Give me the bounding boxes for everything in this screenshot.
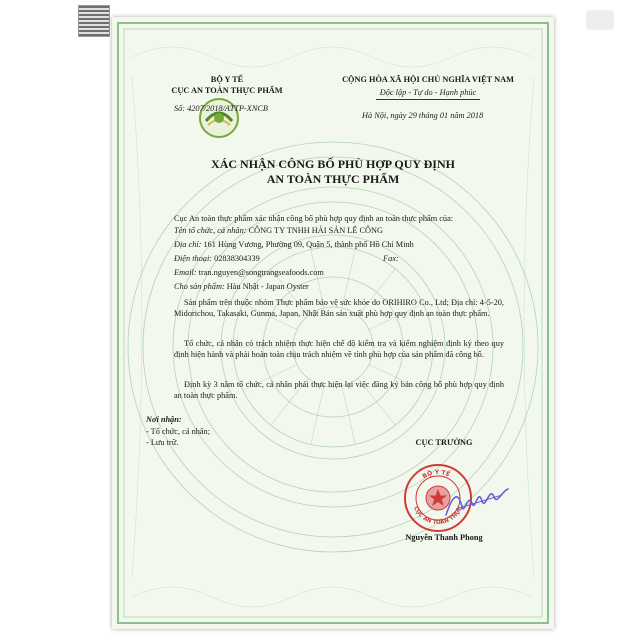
email-label: Email:	[174, 268, 197, 277]
address-label: Địa chỉ:	[174, 240, 202, 249]
product-label: Cho sản phẩm:	[174, 282, 225, 291]
issue-date: Hà Nội, ngày 29 tháng 01 năm 2018	[362, 111, 484, 120]
phone-value: 02838304339	[214, 254, 260, 263]
paragraph-renewal: Định kỳ 3 năm tổ chức, cá nhân phải thực hiện lại việc đăng ký bản công bố phù hợp quy định an toàn thực phẩm.	[174, 380, 504, 400]
qr-code-icon	[78, 5, 110, 37]
address-row	[174, 239, 414, 250]
corner-tab	[586, 10, 614, 30]
stamp-top-text: BỘ Y TẾ	[421, 468, 452, 481]
fax-label: Fax:	[383, 254, 399, 263]
org-value: CÔNG TY TNHH HẢI SẢN LÊ CÔNG	[248, 226, 384, 235]
recipients-label: Nơi nhận:	[146, 415, 182, 424]
org-row	[174, 225, 383, 236]
country-name: CỘNG HÒA XÃ HỘI CHỦ NGHĨA VIỆT NAM	[342, 75, 514, 84]
phone-row	[174, 253, 260, 264]
document-title-line1: XÁC NHẬN CÔNG BỐ PHÙ HỢP QUY ĐỊNH	[211, 157, 455, 171]
paragraph-product-group: Sản phẩm trên thuộc nhóm Thực phẩm bảo vệ sức khỏe do ORIHIRO Co., Ltd; Địa chỉ: 4-5-20, Midorichou, Takasaki, Gunma, Japan, Nhật Bản sản xuất phù hợp quy định an toàn thực phẩm.	[174, 298, 504, 318]
national-motto: Độc lập - Tự do - Hạnh phúc	[379, 88, 477, 97]
address-value: 161 Hùng Vương, Phường 09, Quận 5, thành phố Hồ Chí Minh	[203, 240, 414, 249]
handwritten-signature	[442, 479, 512, 524]
paragraph-responsibility: Tổ chức, cá nhân có trách nhiệm thực hiện chế độ kiểm tra và kiểm nghiệm định kỳ theo quy định hiện hành và phải hoàn toàn chịu trách nhiệm về tính phù hợp của sản phẩm đã công bố.	[174, 339, 504, 359]
signer-name: Nguyễn Thanh Phong	[405, 533, 483, 542]
recipient-item: - Lưu trữ.	[146, 438, 179, 447]
phone-label: Điện thoại:	[174, 254, 213, 263]
ministry-name: BỘ Y TẾ	[210, 75, 244, 84]
department-name: CỤC AN TOÀN THỰC PHẨM	[171, 86, 283, 95]
intro-text: Cục An toàn thực phẩm xác nhận công bố phù hợp quy định an toàn thực phẩm của:	[174, 214, 454, 223]
email-row	[174, 267, 324, 278]
document-number: Số: 4207/2018/ATTP-XNCB	[174, 104, 268, 113]
product-value: Hàu Nhật - Japan Oyster	[226, 282, 309, 291]
document-title-line2: AN TOÀN THỰC PHẨM	[266, 172, 400, 186]
recipient-item: - Tổ chức, cá nhân;	[146, 427, 211, 436]
email-value: tran.nguyen@songtrangseafoods.com	[198, 268, 324, 277]
certificate-document	[112, 17, 554, 629]
product-row	[174, 281, 309, 292]
stamp-bottom-text: CỤC AN TOÀN THỰC	[411, 505, 464, 527]
signer-title: CỤC TRƯỞNG	[415, 438, 473, 447]
org-label: Tên tổ chức, cá nhân:	[174, 226, 247, 235]
motto-underline	[376, 99, 480, 100]
